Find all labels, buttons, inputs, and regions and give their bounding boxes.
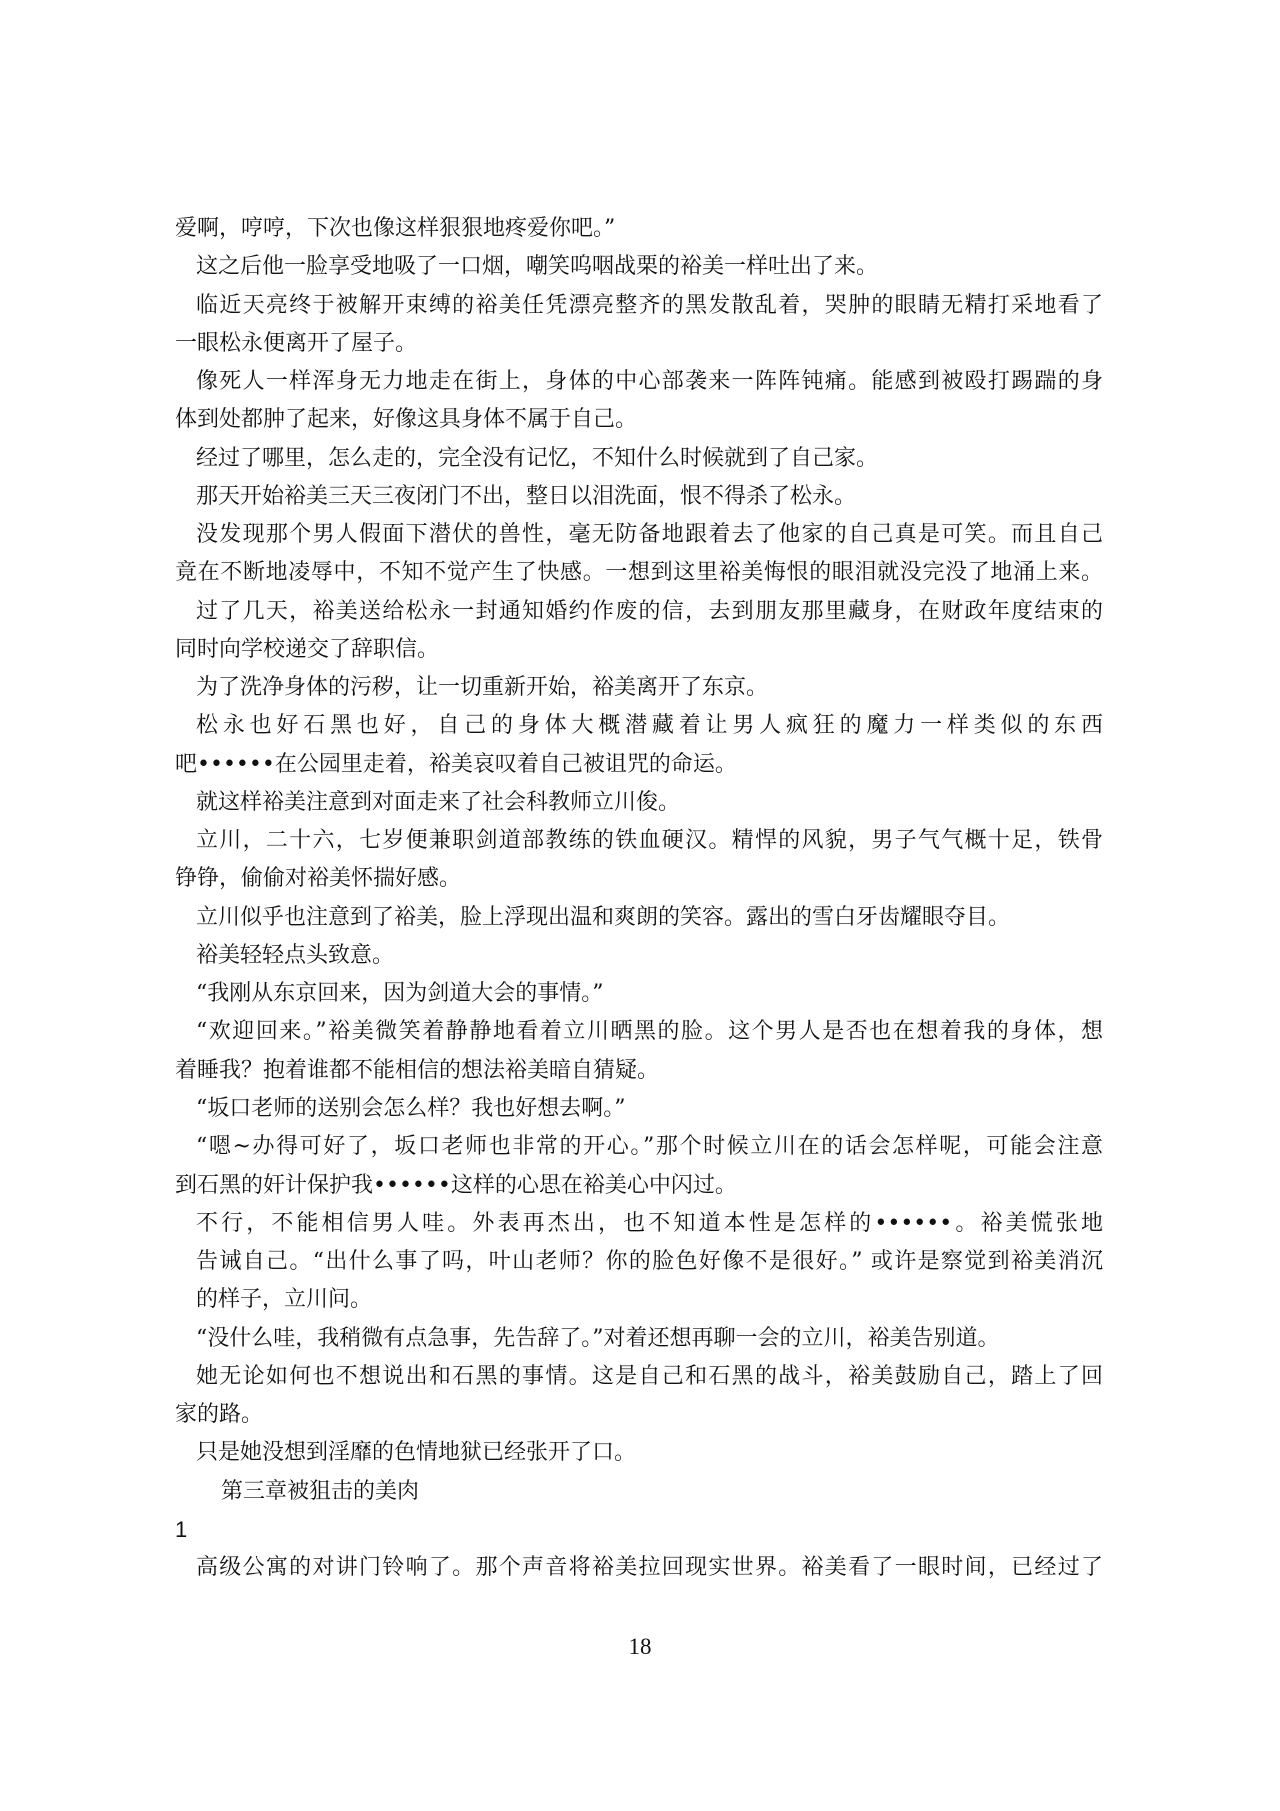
text-line: 家的路。: [175, 1402, 264, 1428]
text-line: 没发现那个男人假面下潜伏的兽性，毫无防备地跟着去了他家的自己真是可笑。而且自己: [196, 522, 1103, 548]
text-line: 同时向学校递交了辞职信。: [175, 636, 440, 662]
text-line: 像死人一样浑身无力地走在街上，身体的中心部袭来一阵阵钝痛。能感到被殴打踢踹的身: [196, 369, 1103, 395]
text-line: 只是她没想到淫靡的色情地狱已经张开了口。: [196, 1440, 637, 1466]
text-line: 告诫自己。“出什么事了吗，叶山老师？你的脸色好像不是很好。” 或许是察觉到裕美消沉: [196, 1249, 1103, 1275]
text-line: 临近天亮终于被解开束缚的裕美任凭漂亮整齐的黑发散乱着，哭肿的眼睛无精打采地看了: [196, 292, 1103, 318]
text-line: “坂口老师的送别会怎么样？我也好想去啊。”: [196, 1095, 626, 1121]
text-line: 为了洗净身体的污秽，让一切重新开始，裕美离开了东京。: [196, 675, 769, 701]
text-line: 高级公寓的对讲门铃响了。那个声音将裕美拉回现实世界。裕美看了一眼时间，已经过了: [196, 1555, 1103, 1581]
section-number: 1: [175, 1516, 188, 1542]
text-line: 松永也好石黑也好，自己的身体大概潜藏着让男人疯狂的魔力一样类似的东西: [196, 713, 1103, 739]
text-line: 的样子，立川问。: [196, 1287, 373, 1313]
page-number: 18: [628, 1634, 652, 1659]
text-line: 着睡我？抱着谁都不能相信的想法裕美暗自猜疑。: [175, 1057, 660, 1083]
text-line: 经过了哪里，怎么走的，完全没有记忆，不知什么时候就到了自己家。: [196, 445, 879, 471]
text-line: “嗯~办得可好了，坂口老师也非常的开心。”那个时候立川在的话会怎样呢，可能会注意: [196, 1134, 1103, 1160]
text-line: 吧••••••在公园里走着，裕美哀叹着自己被诅咒的命运。: [175, 751, 737, 777]
text-line: 她无论如何也不想说出和石黑的事情。这是自己和石黑的战斗，裕美鼓励自己，踏上了回: [196, 1363, 1103, 1389]
text-line: 裕美轻轻点头致意。: [196, 942, 395, 968]
chapter-heading: 第三章被狙击的美肉: [221, 1478, 420, 1504]
text-line: “欢迎回来。”裕美微笑着静静地看着立川晒黑的脸。这个男人是否也在想着我的身体，想: [196, 1019, 1103, 1045]
text-line: 一眼松永便离开了屋子。: [175, 330, 418, 356]
text-line: 不行，不能相信男人哇。外表再杰出，也不知道本性是怎样的••••••。裕美慌张地: [196, 1210, 1103, 1236]
text-line: 就这样裕美注意到对面走来了社会科教师立川俊。: [196, 789, 681, 815]
text-line: 立川似乎也注意到了裕美，脸上浮现出温和爽朗的笑容。露出的雪白牙齿耀眼夺目。: [196, 904, 1011, 930]
text-line: “我刚从东京回来，因为剑道大会的事情。”: [196, 981, 604, 1007]
text-line: “没什么哇，我稍微有点急事，先告辞了。”对着还想再聊一会的立川，裕美告别道。: [196, 1325, 1000, 1351]
text-line: 过了几天，裕美送给松永一封通知婚约作废的信，去到朋友那里藏身，在财政年度结束的: [196, 598, 1103, 624]
text-line: 到石黑的奸计保护我••••••这样的心思在裕美心中闪过。: [175, 1172, 737, 1198]
text-line: 那天开始裕美三天三夜闭门不出，整日以泪洗面，恨不得杀了松永。: [196, 483, 857, 509]
text-line: 体到处都肿了起来，好像这具身体不属于自己。: [175, 407, 638, 433]
text-line: 铮铮，偷偷对裕美怀揣好感。: [175, 866, 462, 892]
text-line: 立川，二十六，七岁便兼职剑道部教练的铁血硬汉。精悍的风貌，男子气气概十足，铁骨: [196, 828, 1103, 854]
text-line: 竟在不断地凌辱中，不知不觉产生了快感。一想到这里裕美悔恨的眼泪就没完没了地涌上来。: [175, 560, 1103, 586]
text-line: 爱啊，哼哼，下次也像这样狠狠地疼爱你吧。”: [175, 216, 616, 241]
text-line: 这之后他一脸享受地吸了一口烟，嘲笑呜咽战栗的裕美一样吐出了来。: [196, 254, 879, 280]
